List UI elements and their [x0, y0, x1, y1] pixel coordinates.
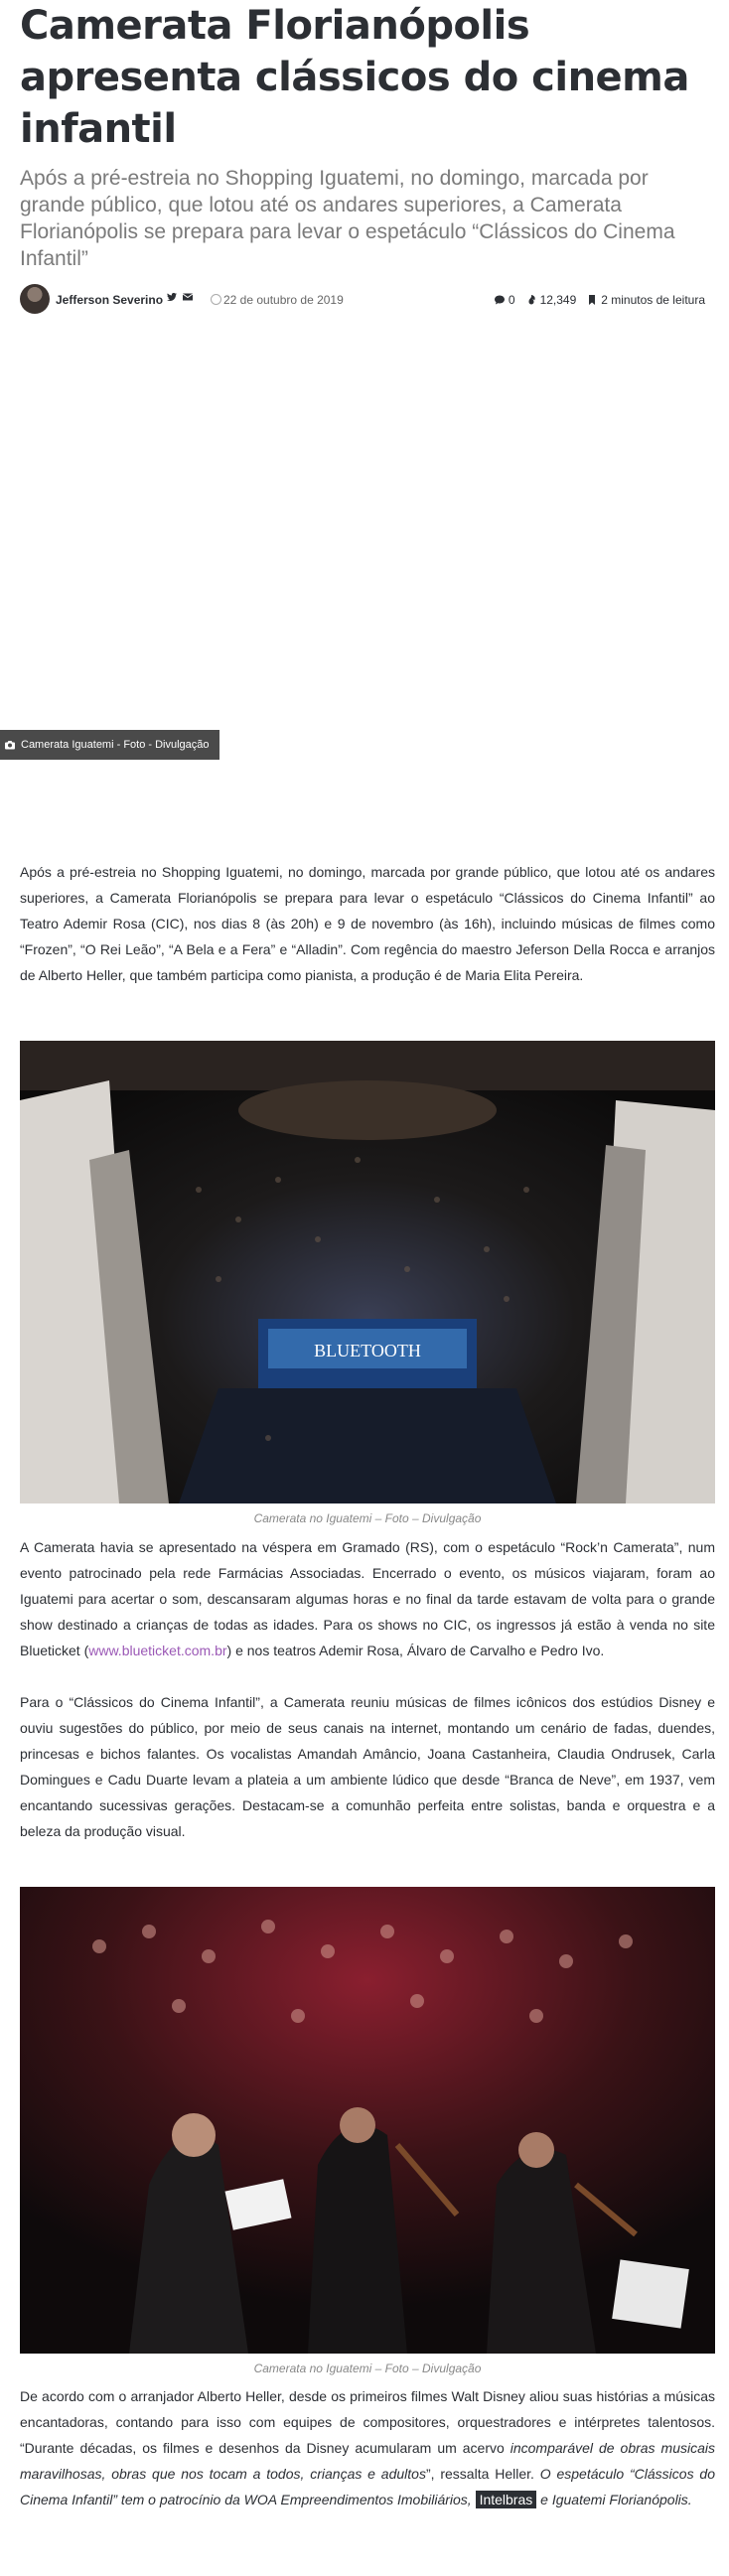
- bookmark-icon: [586, 294, 598, 306]
- article-title: Camerata Florianópolis apresenta clássicos do cinema infantil: [20, 3, 689, 152]
- featured-caption-text: Camerata Iguatemi - Foto - Divulgação: [21, 739, 210, 751]
- paragraph-4-sponsors-end: e Iguatemi Florianópolis.: [536, 2492, 692, 2507]
- post-stats: [494, 293, 705, 307]
- paragraph-2: [20, 1534, 715, 1663]
- comments-value: 0: [508, 293, 515, 307]
- photo-caption-1: Camerata no Iguatemi – Foto – Divulgação: [253, 1511, 482, 1525]
- featured-caption: [0, 730, 219, 760]
- comment-icon: [494, 294, 506, 306]
- paragraph-4-text-mid: ”, ressalta Heller.: [425, 2466, 540, 2482]
- intelbras-highlight: Intelbras: [476, 2491, 537, 2508]
- paragraph-4: [20, 2383, 715, 2512]
- photo-caption-2: Camerata no Iguatemi – Foto – Divulgação: [253, 2361, 482, 2375]
- blueticket-link[interactable]: www.blueticket.com.br: [88, 1643, 227, 1658]
- post-meta: [20, 284, 715, 316]
- svg-text:BLUETOOTH: BLUETOOTH: [314, 1341, 421, 1360]
- camera-icon: [4, 739, 16, 751]
- post-date: 22 de outubro de 2019: [223, 293, 344, 307]
- article-subtitle: Após a pré-estreia no Shopping Iguatemi, no domingo, marcada por grande público, que lotou até os andares superiores, a Camerata Florianópolis se prepara para levar o espetáculo “Clássicos do Cinema Infantil”: [20, 167, 675, 270]
- read-time-value: 2 minutos de leitura: [601, 293, 705, 307]
- author-avatar[interactable]: [20, 284, 50, 314]
- clock-icon: [211, 294, 221, 305]
- paragraph-2-text-start: A Camerata havia se apresentado na véspera em Gramado (RS), com o espetáculo “Rock’n Camerata”, num evento patrocinado pela rede Farmácias Associadas. Encerrado o evento, os músicos viajaram, foram ao Iguatemi para acertar o som, descansaram algumas horas e no final da tarde estavam de volta para o grande show destinado a crianças de todas as idades. Para os shows no CIC, os ingressos já estão à venda no site Blueticket (: [20, 1539, 715, 1658]
- photo-orchestra[interactable]: [20, 1887, 715, 2354]
- author-name[interactable]: Jefferson Severino: [56, 293, 164, 307]
- paragraph-4-sponsors: O espetáculo “Clássicos do Cinema Infantil” tem o patrocínio da WOA Empreendimentos Imobiliários,: [20, 2466, 715, 2507]
- paragraph-1: Após a pré-estreia no Shopping Iguatemi, no domingo, marcada por grande público, que lotou até os andares superiores, a Camerata Florianópolis se prepara para levar o espetáculo “Clássicos do Cinema Infantil” ao Teatro Ademir Rosa (CIC), nos dias 8 (às 20h) e 9 de novembro (às 16h), incluindo músicas de filmes como “Frozen”, “O Rei Leão”, “A Bela e a Fera” e “Alladin”. Com regência do maestro Jeferson Della Rocca e arranjos de Alberto Heller, que também participa como pianista, a produção é de Maria Elita Pereira.: [20, 864, 715, 983]
- envelope-icon[interactable]: [182, 291, 194, 303]
- paragraph-2-text-end: ) e nos teatros Ademir Rosa, Álvaro de Carvalho e Pedro Ivo.: [226, 1643, 605, 1658]
- photo-shopping-concert[interactable]: [20, 1041, 715, 1503]
- author-social: [166, 291, 194, 303]
- twitter-icon[interactable]: [166, 291, 178, 303]
- paragraph-4-quote: incomparável de obras musicais maravilhosas, obras que nos tocam a todos, crianças e adultos: [20, 2440, 715, 2482]
- views-value: 12,349: [539, 293, 577, 307]
- read-time: [586, 293, 705, 307]
- paragraph-3: Para o “Clássicos do Cinema Infantil”, a Camerata reuniu músicas de filmes icônicos dos estúdios Disney e ouviu sugestões do público, por meio de seus canais na internet, montando um cenário de fadas, duendes, princesas e bichos falantes. Os vocalistas Amandah Amâncio, Joana Castanheira, Claudia Ondrusek, Carla Domingues e Cadu Duarte levam a plateia a um ambiente lúdico que desde “Branca de Neve”, em 1937, vem encantando sucessivas gerações. Destacam-se a comunhão perfeita entre solistas, banda e orquestra e a beleza da produção visual.: [20, 1694, 715, 1839]
- fire-icon: [525, 294, 537, 306]
- paragraph-4-text-start: De acordo com o arranjador Alberto Heller, desde os primeiros filmes Walt Disney aliou suas histórias a músicas encantadoras, contando para isso com equipes de compositores, orquestradores e intérpretes talentosos. “Durante décadas, os filmes e desenhos da Disney acumularam um acervo: [20, 2388, 715, 2456]
- views-count: [525, 293, 577, 307]
- comments-count[interactable]: [494, 293, 515, 307]
